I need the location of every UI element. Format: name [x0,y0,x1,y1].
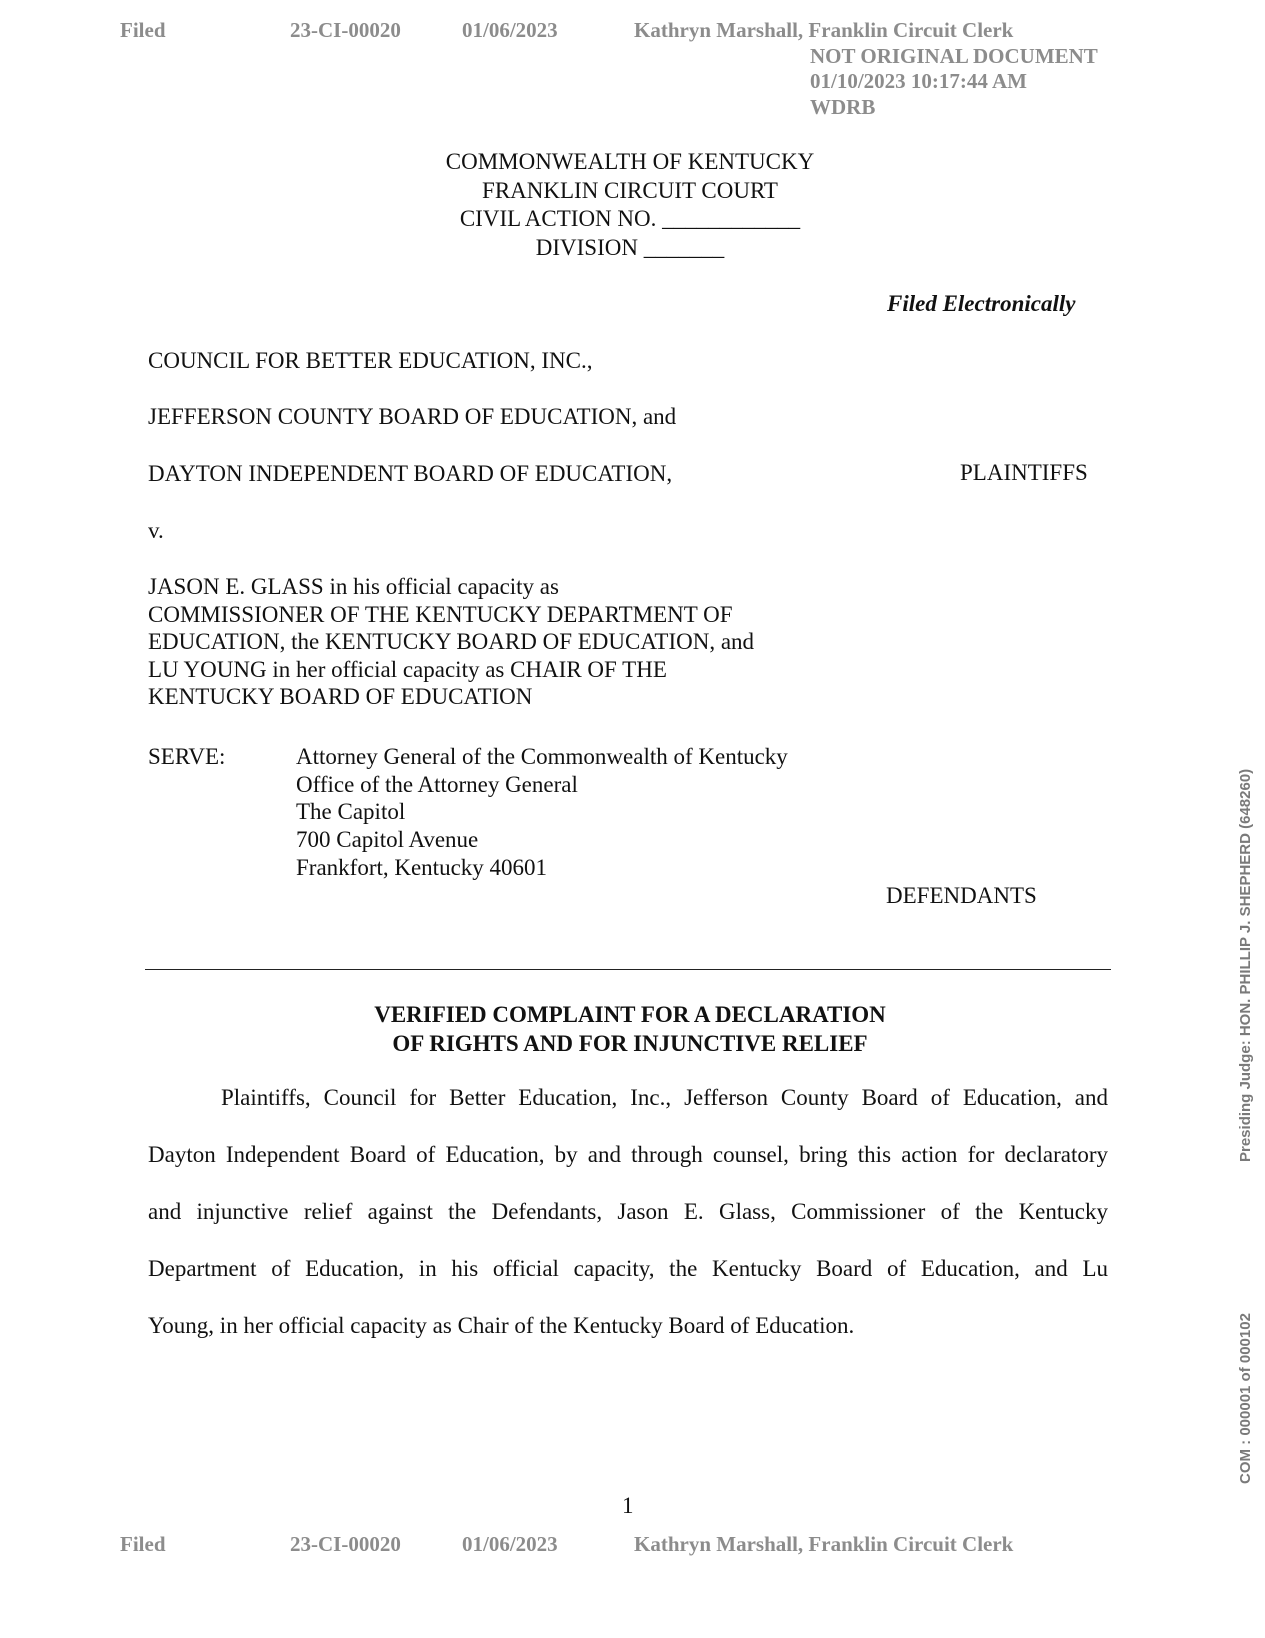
serve-line-5: Frankfort, Kentucky 40601 [296,855,548,880]
serve-label: SERVE: [148,744,226,769]
copy-timestamp: 01/10/2023 10:17:44 AM [810,69,1027,93]
serve-line-3: The Capitol [296,799,406,824]
page-number: 1 [622,1493,634,1518]
court-name: FRANKLIN CIRCUIT COURT [482,177,778,203]
page-reference-stamp: COM : 000001 of 000102 [1237,1313,1254,1484]
plaintiff-3: DAYTON INDEPENDENT BOARD OF EDUCATION, [148,461,673,486]
versus: v. [148,518,164,543]
serve-line-1: Attorney General of the Commonwealth of Kentucky [296,744,788,769]
clerk-name: Kathryn Marshall, Franklin Circuit Clerk [634,18,1014,42]
body-line-4: Department of Education, in his official capacity, the Kentucky Board of Education, and Lu [148,1256,1108,1281]
filed-label: Filed [120,18,166,42]
filing-date: 01/06/2023 [462,18,558,42]
court-header [380,148,880,262]
body-line-2: Dayton Independent Board of Education, by and through counsel, bring this action for declaratory [148,1142,1108,1167]
plaintiff-1: COUNCIL FOR BETTER EDUCATION, INC., [148,348,593,373]
defendants-label: DEFENDANTS [886,883,1037,908]
division: DIVISION _______ [535,234,725,260]
serve-line-4: 700 Capitol Avenue [296,827,479,852]
court-jurisdiction: COMMONWEALTH OF KENTUCKY [445,149,815,174]
case-number: 23-CI-00020 [290,1532,401,1556]
plaintiff-2: JEFFERSON COUNTY BOARD OF EDUCATION, and [148,404,677,429]
case-number: 23-CI-00020 [290,18,401,42]
filed-electronically: Filed Electronically [887,291,1076,316]
document-title [280,1001,980,1058]
not-original-notice: NOT ORIGINAL DOCUMENT [810,44,1098,68]
civil-action-number: CIVIL ACTION NO. ____________ [459,206,801,231]
plaintiffs-label: PLAINTIFFS [960,460,1088,485]
caption-divider [145,969,1111,970]
defendant-line-3: EDUCATION, the KENTUCKY BOARD OF EDUCATION, and [148,629,755,654]
body-line-3: and injunctive relief against the Defendants, Jason E. Glass, Commissioner of the Kentucky [148,1199,1108,1224]
clerk-name: Kathryn Marshall, Franklin Circuit Clerk [634,1532,1014,1556]
body-paragraph [148,1069,1108,1354]
filed-label: Filed [120,1532,166,1556]
defendant-line-2: COMMISSIONER OF THE KENTUCKY DEPARTMENT OF [148,602,733,627]
body-line-5: Young, in her official capacity as Chair of the Kentucky Board of Education. [148,1313,855,1338]
serve-line-2: Office of the Attorney General [296,772,578,797]
title-line-1: VERIFIED COMPLAINT FOR A DECLARATION [374,1002,886,1027]
presiding-judge-stamp: Presiding Judge: HON. PHILLIP J. SHEPHERD (648260) [1237,768,1254,1162]
defendant-line-1: JASON E. GLASS in his official capacity as [148,574,559,599]
defendant-line-4: LU YOUNG in her official capacity as CHAIR OF THE [148,657,667,682]
copy-requester: WDRB [810,95,876,119]
title-line-2: OF RIGHTS AND FOR INJUNCTIVE RELIEF [392,1030,868,1056]
defendant-line-5: KENTUCKY BOARD OF EDUCATION [148,684,533,709]
filing-date: 01/06/2023 [462,1532,558,1556]
body-line-1: Plaintiffs, Council for Better Education, Inc., Jefferson County Board of Education, and [221,1085,1108,1110]
